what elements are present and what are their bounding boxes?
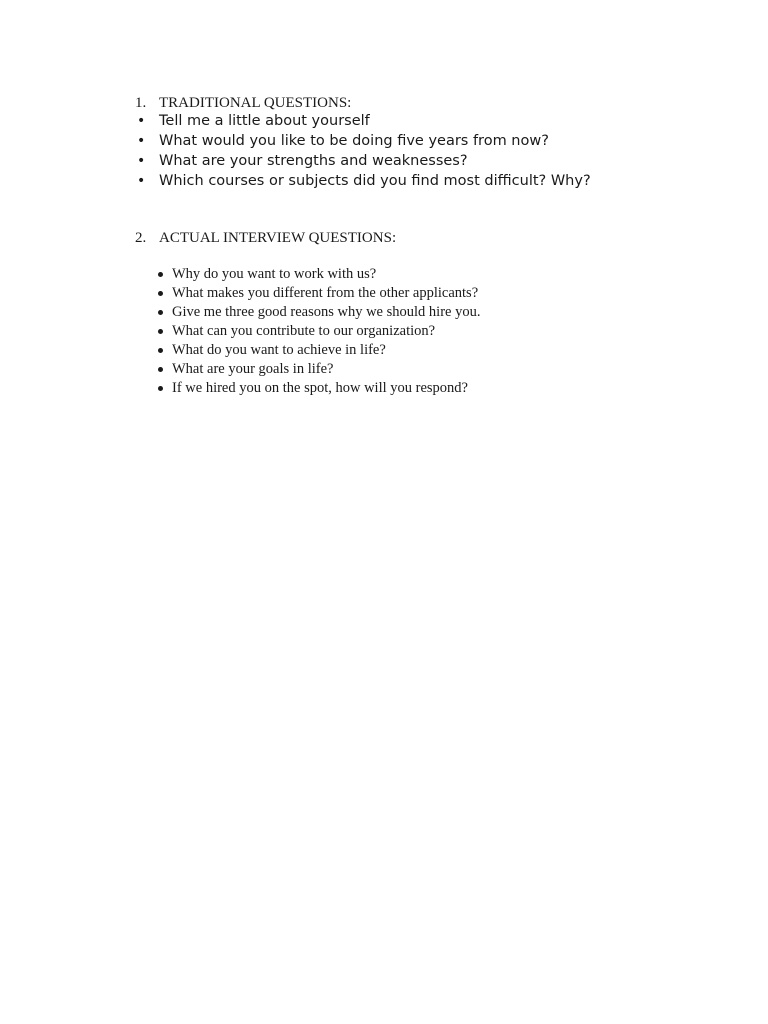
list-item — [135, 111, 591, 131]
list-item — [158, 322, 480, 341]
bullet-icon: • — [137, 133, 146, 149]
bullet-icon: • — [137, 173, 146, 189]
list-item — [158, 360, 480, 379]
question-text: Which courses or subjects did you find most difficult? Why? — [159, 173, 591, 189]
bullet-icon: • — [137, 153, 146, 169]
question-text: What are your goals in life? — [172, 361, 334, 377]
bullet-icon — [158, 348, 163, 353]
section-number: 1. — [135, 95, 147, 111]
question-text: What can you contribute to our organization? — [172, 323, 436, 339]
list-item — [158, 303, 480, 322]
section-title: TRADITIONAL QUESTIONS: — [159, 95, 352, 111]
bullet-icon — [158, 386, 163, 391]
bullet-icon — [158, 291, 163, 296]
list-item — [135, 131, 591, 151]
question-text: What would you like to be doing five years from now? — [159, 133, 549, 149]
bullet-icon — [158, 329, 163, 334]
question-text: What do you want to achieve in life? — [172, 342, 386, 358]
section-number: 2. — [135, 230, 147, 246]
list-item — [135, 171, 591, 191]
list-item — [135, 151, 591, 171]
bullet-icon — [158, 272, 163, 277]
bullet-icon — [158, 310, 163, 315]
bullet-icon: • — [137, 113, 146, 129]
section-title: ACTUAL INTERVIEW QUESTIONS: — [159, 230, 397, 246]
question-text: Why do you want to work with us? — [172, 266, 377, 282]
list-item — [158, 379, 480, 398]
question-text: What makes you different from the other applicants? — [172, 285, 479, 301]
traditional-questions-list — [135, 111, 591, 191]
question-text: Give me three good reasons why we should hire you. — [172, 304, 481, 320]
question-text: Tell me a little about yourself — [159, 113, 370, 129]
question-text: If we hired you on the spot, how will you respond? — [172, 380, 468, 396]
interview-questions-list — [158, 265, 480, 398]
list-item — [158, 284, 480, 303]
list-item — [158, 341, 480, 360]
bullet-icon — [158, 367, 163, 372]
question-text: What are your strengths and weaknesses? — [159, 153, 468, 169]
list-item — [158, 265, 480, 284]
